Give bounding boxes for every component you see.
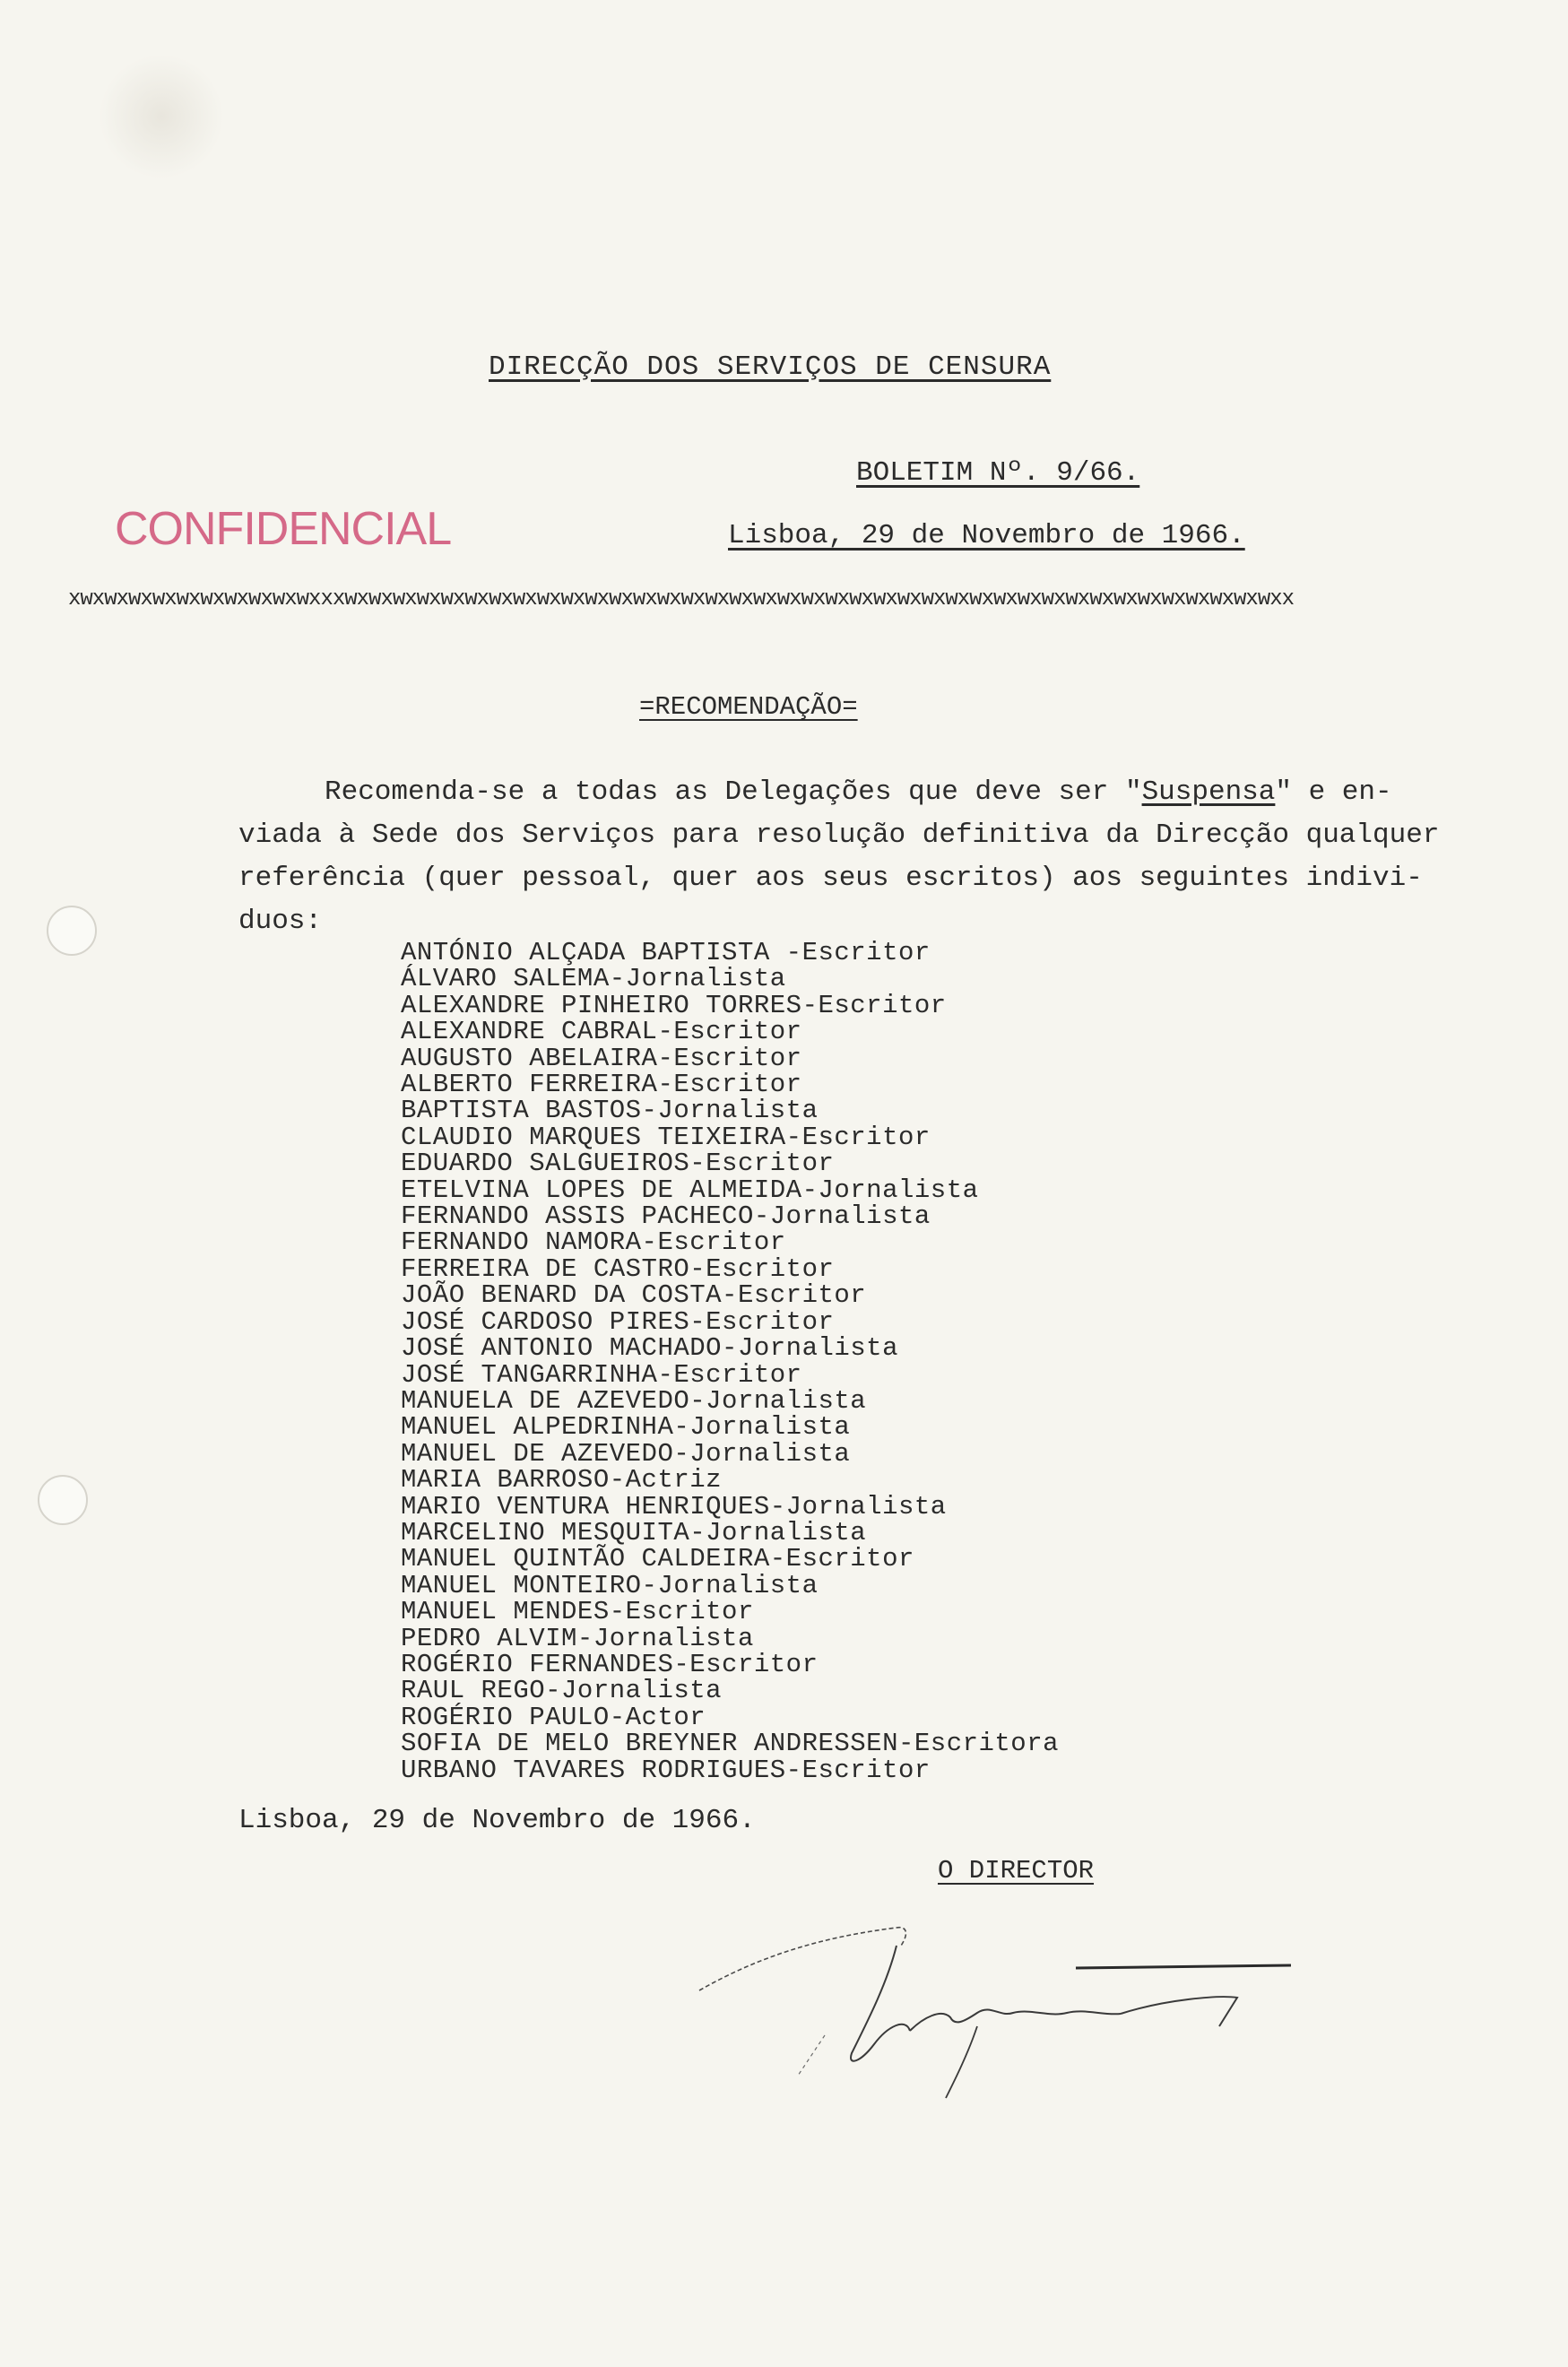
list-item: JOSÉ CARDOSO PIRES-Escritor bbox=[401, 1306, 835, 1337]
list-item: MARIO VENTURA HENRIQUES-Jornalista bbox=[401, 1491, 947, 1522]
section-title: =RECOMENDAÇÃO= bbox=[639, 692, 858, 722]
paper-smudge bbox=[99, 54, 224, 179]
list-item: ROGÉRIO FERNANDES-Escritor bbox=[401, 1649, 819, 1679]
paragraph-line-4: duos: bbox=[238, 906, 323, 937]
list-item: ETELVINA LOPES DE ALMEIDA-Jornalista bbox=[401, 1175, 979, 1205]
recommendation-paragraph bbox=[238, 771, 1529, 943]
signatory-title: O DIRECTOR bbox=[938, 1856, 1095, 1886]
list-item: BAPTISTA BASTOS-Jornalista bbox=[401, 1096, 819, 1126]
separator-line: xwxwxwxwxwxwxwxwxwxwxxxwxwxwxwxwxwxwxwxwxwxwxwxwxwxwxwxwxwxwxwxwxwxwxwxwxwxwxwxwxwxwxwxwxwxwxwxwxwxwxx bbox=[68, 587, 1295, 611]
signature-stroke-1 bbox=[699, 1928, 905, 1990]
paragraph-line-1 bbox=[238, 771, 1529, 814]
confidential-stamp: CONFIDENCIAL bbox=[115, 503, 452, 555]
list-item: MARCELINO MESQUITA-Jornalista bbox=[401, 1517, 867, 1548]
signature-stroke-5 bbox=[946, 2026, 977, 2098]
list-item: SOFIA DE MELO BREYNER ANDRESSEN-Escritora bbox=[401, 1729, 1060, 1759]
list-item: JOSÉ ANTONIO MACHADO-Jornalista bbox=[401, 1333, 898, 1364]
list-item: EDUARDO SALGUEIROS-Escritor bbox=[401, 1149, 835, 1179]
paragraph-line-3: referência (quer pessoal, quer aos seus escritos) aos seguintes indivi- bbox=[238, 863, 1423, 894]
header-date: Lisboa, 29 de Novembro de 1966. bbox=[728, 520, 1245, 551]
list-item: PEDRO ALVIM-Jornalista bbox=[401, 1623, 754, 1653]
signature-stroke-6 bbox=[798, 2035, 825, 2076]
signature-stroke-3 bbox=[910, 2009, 1121, 2031]
list-item: ALEXANDRE CABRAL-Escritor bbox=[401, 1017, 802, 1047]
list-item: MANUELA DE AZEVEDO-Jornalista bbox=[401, 1385, 867, 1416]
list-item: MARIA BARROSO-Actriz bbox=[401, 1465, 723, 1496]
list-item: ÁLVARO SALEMA-Jornalista bbox=[401, 964, 786, 994]
names-list bbox=[401, 940, 1059, 1783]
list-item: RAUL REGO-Jornalista bbox=[401, 1676, 723, 1706]
signature-stroke-2 bbox=[851, 1946, 910, 2061]
paragraph-line-2: viada à Sede dos Serviços para resolução definitiva da Direcção qualquer bbox=[238, 819, 1440, 851]
list-item: ANTÓNIO ALÇADA BAPTISTA -Escritor bbox=[401, 938, 931, 967]
list-item: JOÃO BENARD DA COSTA-Escritor bbox=[401, 1280, 867, 1311]
bulletin-number: BOLETIM Nº. 9/66. bbox=[856, 457, 1140, 489]
list-item: JOSÉ TANGARRINHA-Escritor bbox=[401, 1359, 802, 1390]
punch-hole-bottom bbox=[38, 1475, 88, 1525]
signature-underline bbox=[1076, 1965, 1291, 1968]
list-item: CLAUDIO MARQUES TEIXEIRA-Escritor bbox=[401, 1122, 931, 1152]
suspensa-emphasis: Suspensa bbox=[1141, 776, 1276, 808]
list-item: MANUEL MENDES-Escritor bbox=[401, 1597, 754, 1627]
list-item: FERNANDO ASSIS PACHECO-Jornalista bbox=[401, 1201, 931, 1232]
list-item: MANUEL DE AZEVEDO-Jornalista bbox=[401, 1438, 851, 1469]
list-item: AUGUSTO ABELAIRA-Escritor bbox=[401, 1043, 802, 1073]
list-item: MANUEL QUINTÃO CALDEIRA-Escritor bbox=[401, 1544, 914, 1574]
closing-date: Lisboa, 29 de Novembro de 1966. bbox=[238, 1805, 756, 1836]
list-item: FERNANDO NAMORA-Escritor bbox=[401, 1227, 786, 1258]
punch-hole-top bbox=[47, 906, 97, 956]
list-item: FERREIRA DE CASTRO-Escritor bbox=[401, 1253, 835, 1284]
list-item: ALBERTO FERREIRA-Escritor bbox=[401, 1070, 802, 1100]
handwritten-signature bbox=[681, 1883, 1309, 2116]
list-item: MANUEL ALPEDRINHA-Jornalista bbox=[401, 1412, 851, 1443]
list-item: ALEXANDRE PINHEIRO TORRES-Escritor bbox=[401, 990, 947, 1020]
list-item: ROGÉRIO PAULO-Actor bbox=[401, 1702, 706, 1732]
paragraph-text: Recomenda-se a todas as Delegações que deve ser " bbox=[325, 776, 1142, 808]
list-item: URBANO TAVARES RODRIGUES-Escritor bbox=[401, 1755, 931, 1785]
signature-stroke-4 bbox=[1121, 1997, 1237, 2026]
department-heading: DIRECÇÃO DOS SERVIÇOS DE CENSURA bbox=[489, 351, 1052, 383]
list-item: MANUEL MONTEIRO-Jornalista bbox=[401, 1570, 819, 1600]
paragraph-text: " e en- bbox=[1275, 776, 1392, 808]
